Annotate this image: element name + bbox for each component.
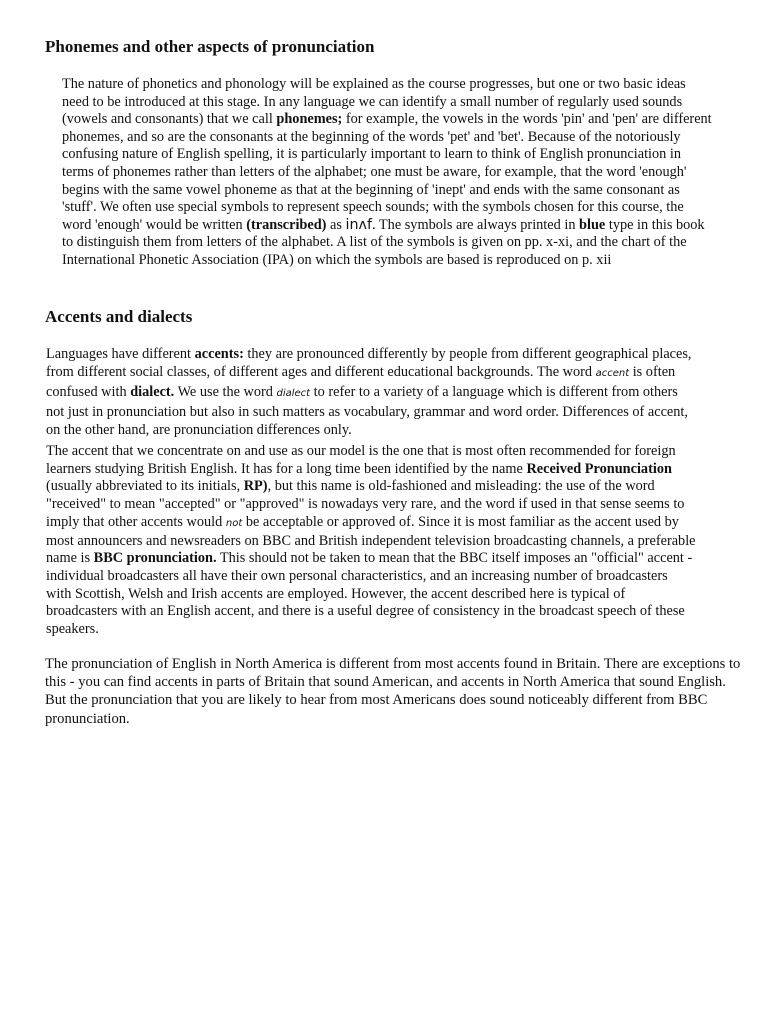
text-run: as [326,216,346,233]
text-run: (usually abbreviated to its initials, [46,478,244,495]
text-run: for example, the vowels in the words 'pin' and 'pen' are different phonemes, and so are the consonants at the beginning of the words 'pet' and 'bet'. Because of the notoriously confusing nature of English spelling, it is particularly important to learn to think of English pronunciation in terms of phonemes rather than letters of the alphabet; one must be aware, for example, that the word 'enough' begins with the same vowel phoneme as that at the beginning of 'inept' and ends with the same consonant as 'stuff'. We often use special symbols to represent speech sounds; with the symbols chosen for this course, the word 'enough' would be written [62,111,712,233]
term-received-pronunciation: Received Pronunciation [526,460,672,477]
italic-not: not [225,517,243,529]
term-blue: blue [579,216,606,233]
paragraph-received-pronunciation [46,443,696,639]
term-bbc-pronunciation: BBC pronunciation. [93,550,217,567]
text-run: Languages have different [46,346,195,362]
italic-accent: accent [595,368,630,379]
term-transcribed: (transcribed) [246,216,327,233]
text-run: to refer to a variety of a language which is different from others not just in pronunciation but also in such matters as vocabulary, grammar and word order. Differences of accent, on the other hand, are pronunciation differences only. [46,384,688,438]
term-accents: accents: [194,346,244,362]
text-run: they are pronounced differently by people from different geographical places, from different social classes, of different ages and different educational backgrounds. The word [46,346,692,380]
text-run: . The symbols are always printed in [372,216,580,233]
section-heading-phonemes: Phonemes and other aspects of pronunciation [45,37,375,56]
ipa-transcription: inʌf [345,216,373,233]
section-heading-accents: Accents and dialects [45,307,193,326]
text-run: This should not be taken to mean that the BBC itself imposes an "official" accent - individual broadcasters all have their own personal characteristics, and an increasing number of broadcasters with Scottish, Welsh and Irish accents are employed. However, the accent described here is typical of broadcasters with an English accent, and there is a useful degree of consistency in the broadcast speech of these speakers. [46,550,693,638]
text-run: be acceptable or approved of. Since it is most familiar as the accent used by most announcers and newsreaders on BBC and British independent television broadcasting channels, a preferable name is [46,513,696,567]
paragraph-accents-intro [46,345,696,439]
term-rp: RP) [243,478,268,495]
term-dialect: dialect. [130,384,175,400]
italic-dialect: dialect [276,388,311,399]
text-run: The nature of phonetics and phonology will be explained as the course progresses, but one or two basic ideas need to be introduced at this stage. In any language we can identify a small number of regularly used sounds (vowels and consonants) that we call [62,76,686,128]
text-run: , but this name is old-fashioned and misleading: the use of the word "received" to mean "accepted" or "approved" is nowadays very rare, and the word if used in that sense seems to imply that other accents would [46,478,685,530]
term-phonemes: phonemes; [276,111,343,128]
text-run: We use the word [174,384,277,400]
text-run: is often confused with [46,364,676,400]
paragraph-north-america: The pronunciation of English in North America is different from most accents found in Britain. There are exceptions to this - you can find accents in parts of Britain that sound American, and accents in North America that sound English. But the pronunciation that you are likely to hear from most Americans does sound noticeably different from BBC pronunciation. [45,656,741,727]
paragraph-phonemes [62,76,712,270]
text-run: type in this book to distinguish them from letters of the alphabet. A list of the symbols is given on pp. x-xi, and the chart of the International Phonetic Association (IPA) on which the symbols are based is reproduced on p. xii [62,216,705,268]
text-run: The accent that we concentrate on and use as our model is the one that is most often recommended for foreign learners studying British English. It has for a long time been identified by the name [46,443,676,477]
